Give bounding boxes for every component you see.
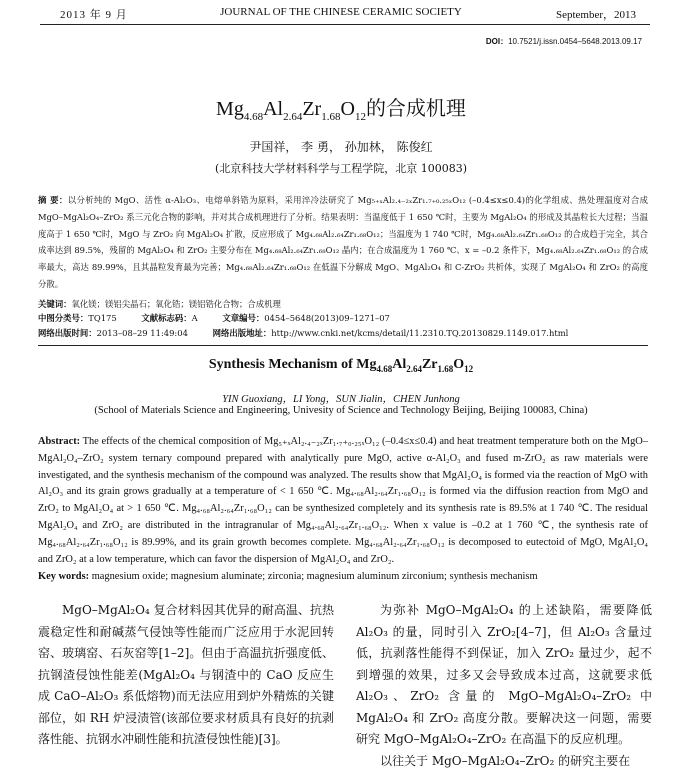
body-column-right bbox=[356, 600, 652, 772]
article-no-field bbox=[222, 313, 390, 323]
body-paragraph: 以往关于 MgO–MgAl₂O₄–ZrO₂ 的研究主要在 bbox=[356, 751, 652, 772]
keywords-cn-text: 氧化镁；镁铝尖晶石；氧化锆；镁铝锆化合物；合成机理 bbox=[72, 299, 281, 309]
abstract-cn bbox=[38, 192, 648, 293]
abstract-en-text: The effects of the chemical composition of Mg₅₊ₓAl₂.₄₋₂ₓZr₁.₇₊₀.₂₅ₓO₁₂ (–0.4≤x≤0.4) and heat treatment temperature both on the MgO–MgAl₂O₄–ZrO₂ system ternary compound prepared with analytically pure MgO, active α-Al₂O₃ and fused m-ZrO₂ as raw materials were investigated, and the synthesis mechanism of the compound was analyzed. The results show that MgAl₂O₄ is formed via the reaction of MgO with Al₂O₃ and its grain grows gradually at a temperature of < 1 650 ℃. Mg₄.₆₈Al₂.₆₄Zr₁.₆₈O₁₂ is formed via the diffusion reaction from MgO and ZrO₂ to MgAl₂O₄ at > 1 650 ℃. Mg₄.₆₈Al₂.₆₄Zr₁.₆₈O₁₂ can be synthesized completely and its synthesis rate is 89.5% at 1 740 ℃. The residual MgAl₂O₄ and ZrO₂ are distributed in the intragranular of Mg₄.₆₈Al₂.₆₄Zr₁.₆₈O₁₂. When x value is –0.2 at 1 760 ℃, the synthesis rate of Mg₄.₆₈Al₂.₆₄Zr₁.₆₈O₁₂ is 89.99%, and its grain growth becomes complete. Mg₄.₆₈Al₂.₆₄Zr₁.₆₈O₁₂ is decomposed to eutectoid of MgO, MgAl₂O₄ and ZrO₂ at a low temperature, which can favor the dispersion of MgAl₂O₄ and ZrO₂. bbox=[38, 436, 648, 565]
doc-code-field bbox=[141, 313, 197, 323]
keywords-cn-label: 关键词： bbox=[38, 299, 72, 309]
url-label: 网络出版地址： bbox=[213, 328, 272, 338]
article-no-value: 0454–5648(2013)09–1271–07 bbox=[264, 313, 390, 323]
header-date: 2013 年 9 月 bbox=[60, 6, 128, 22]
title-cn bbox=[0, 92, 682, 123]
abstract-cn-label: 摘 要： bbox=[38, 195, 68, 205]
clc-label: 中图分类号： bbox=[38, 313, 88, 323]
pubtime-field bbox=[38, 328, 188, 338]
doi-line bbox=[486, 36, 642, 47]
section-rule bbox=[38, 345, 648, 346]
article-no-label: 文章编号： bbox=[222, 313, 264, 323]
title-cn-suffix: 的合成机理 bbox=[366, 98, 466, 120]
authors-en: YIN Guoxiang，LI Yong，SUN Jialin，CHEN Junhong bbox=[0, 391, 682, 406]
affiliation-cn: (北京科技大学材料科学与工程学院，北京 100083) bbox=[0, 160, 682, 176]
body-paragraph: 为弥补 MgO–MgAl₂O₄ 的上述缺陷，需要降低 Al₂O₃ 的量，同时引入 ZrO₂[4–7]，但 Al₂O₃ 含量过低，抗剥落性能得不到保证，加入 ZrO₂ 量过少，起不到增强的效果，过多又会导致成本过高，这就要求低 Al₂O₃、ZrO₂ 含量的 MgO–MgAl₂O₄–ZrO₂ 中 MgAl₂O₄ 和 ZrO₂ 高度分散。要解决这一问题，需要研究 MgO–MgAl₂O₄–ZrO₂ 在高温下的反应机理。 bbox=[356, 600, 652, 751]
affiliation-en: (School of Materials Science and Engineering, Univesity of Science and Technology Beijing, Beijing 100083, China) bbox=[0, 405, 682, 416]
title-en-prefix: Synthesis Mechanism of bbox=[209, 357, 356, 372]
title-cn-formula: $Mg_{4.68}Al_{2.64}Zr_{1.68}O_{12}$ bbox=[216, 98, 366, 120]
meta-line-2 bbox=[38, 327, 590, 339]
clc-value: TQ175 bbox=[88, 313, 116, 323]
header-date-en: September，2013 bbox=[556, 6, 636, 22]
abstract-en-label: Abstract: bbox=[38, 436, 80, 447]
doi-value[interactable]: 10.7521/j.issn.0454–5648.2013.09.17 bbox=[508, 37, 642, 46]
header-rule bbox=[40, 24, 650, 25]
keywords-en-label: Key words: bbox=[38, 571, 89, 582]
url-field bbox=[213, 328, 569, 338]
title-en-formula: $Mg_{4.68}Al_{2.64}Zr_{1.68}O_{12}$ bbox=[356, 357, 473, 372]
pubtime-label: 网络出版时间： bbox=[38, 328, 97, 338]
keywords-en bbox=[38, 571, 648, 582]
clc-field bbox=[38, 313, 117, 323]
body-paragraph: MgO–MgAl₂O₄ 复合材料因其优异的耐高温、抗热震稳定性和耐碱蒸气侵蚀等性能而广泛应用于水泥回转窑、玻璃窑、石灰窑等[1–2]。但由于高温抗折强度低、抗钢渣侵蚀性能差(MgAl₂O₄ 与钢渣中的 CaO 反应生成 CaO–Al₂O₃ 系低熔物)而无法应用到炉外精炼的关键部位，如 RH 炉浸渍管(该部位要求材质具有良好的抗剥落性能、抗钢水冲刷性能和抗渣侵蚀性能)[3]。 bbox=[38, 600, 334, 751]
title-en bbox=[0, 357, 682, 374]
abstract-en bbox=[38, 434, 648, 568]
header-journal-name: JOURNAL OF THE CHINESE CERAMIC SOCIETY bbox=[0, 6, 682, 18]
body-column-left bbox=[38, 600, 334, 751]
doc-code-value: A bbox=[192, 313, 198, 323]
meta-line-1 bbox=[38, 312, 412, 324]
doi-label: DOI： bbox=[486, 37, 508, 46]
pubtime-value: 2013–08–29 11:49:04 bbox=[97, 328, 188, 338]
url-link[interactable]: http://www.cnki.net/kcms/detail/11.2310.TQ.20130829.1149.017.html bbox=[271, 328, 568, 338]
authors-cn: 尹国祥， 李 勇， 孙加林， 陈俊红 bbox=[0, 138, 682, 155]
keywords-cn bbox=[38, 297, 648, 311]
abstract-cn-text: 以分析纯的 MgO、活性 α-Al₂O₃、电熔单斜锆为原料，采用淬冷法研究了 Mg₅₊ₓAl₂.₄₋₂ₓZr₁.₇₊₀.₂₅ₓO₁₂ (–0.4≤x≤0.4)的化学组成、热处理温度对合成 MgO–MgAl₂O₄–ZrO₂ 系三元化合物的影响，并对其合成机理进行了分析。结果表明：当温度低于 1 650 ℃时，主要为 MgAl₂O₄ 的形成及其晶粒长大过程；当温度高于 1 650 ℃时，MgO 与 ZrO₂ 向 MgAl₂O₄ 扩散，反应形成了 Mg₄.₆₈Al₂.₆₄Zr₁.₆₈O₁₂；当温度为 1 740 ℃时，Mg₄.₆₈Al₂.₆₄Zr₁.₆₈O₁₂ 的合成趋于完全，其合成率达到 89.5%，残留的 MgAl₂O₄ 和 ZrO₂ 主要分布在 Mg₄.₆₈Al₂.₆₄Zr₁.₆₈O₁₂ 晶内；在合成温度为 1 760 ℃、x = –0.2 条件下，Mg₄.₆₈Al₂.₆₄Zr₁.₆₈O₁₂ 的合成率最大，高达 89.99%，且其晶粒发育最为完善；Mg₄.₆₈Al₂.₆₄Zr₁.₆₈O₁₂ 在低温下分解成 MgO、MgAl₂O₄ 和 C-ZrO₂ 共析体，实现了 MgAl₂O₄ 和 ZrO₂ 的高度分散。 bbox=[38, 195, 648, 289]
keywords-en-text: magnesium oxide; magnesium aluminate; zirconia; magnesium aluminum zirconium; synthesis mechanism bbox=[92, 571, 538, 582]
doc-code-label: 文献标志码： bbox=[141, 313, 191, 323]
